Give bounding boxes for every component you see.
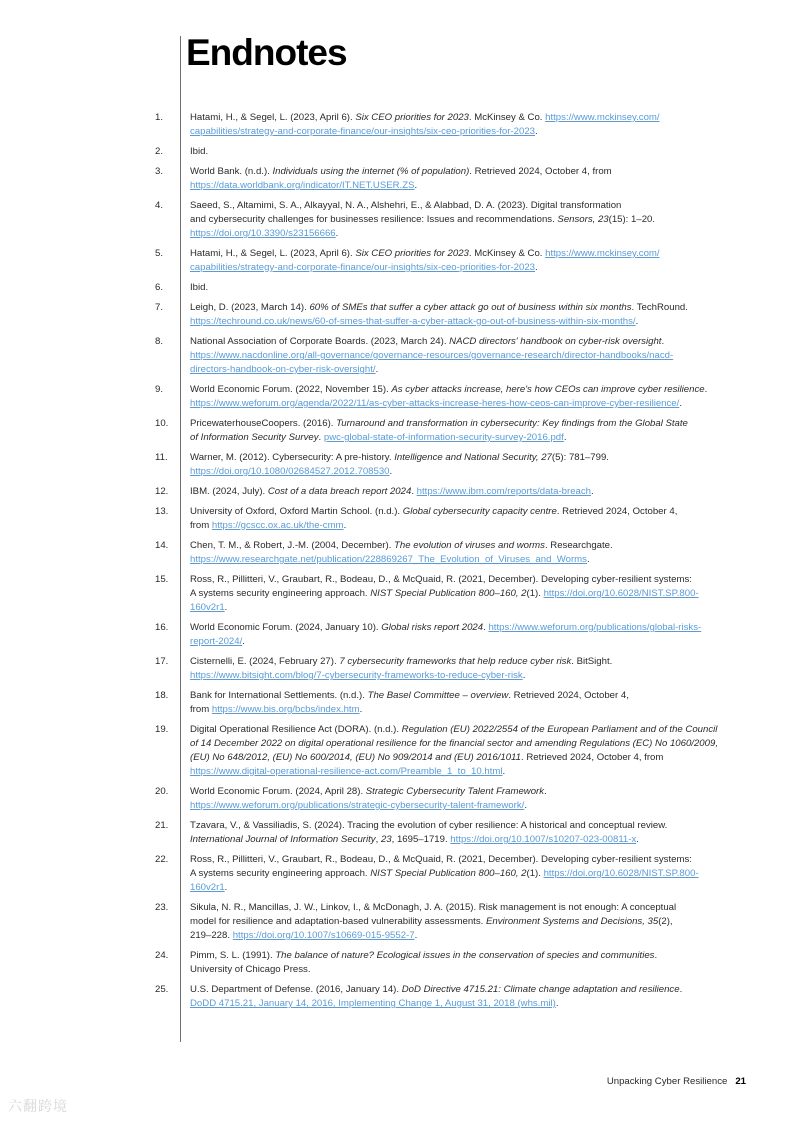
citation-text: Pimm, S. L. (1991).	[190, 950, 276, 961]
citation-title: International Journal of Information Security	[190, 834, 376, 845]
endnote-text	[190, 281, 746, 295]
endnote-text	[190, 111, 746, 139]
citation-text: .	[411, 486, 417, 497]
endnote-item	[0, 111, 793, 139]
citation-title: NACD directors' handbook on cyber-risk oversight	[449, 336, 662, 347]
endnote-number: 6.	[155, 282, 164, 293]
citation-text: National Association of Corporate Boards. (2023, March 24).	[190, 336, 450, 347]
citation-link[interactable]: https://doi.org/10.1007/s10207-023-00811-x	[450, 834, 637, 845]
citation-title: Global cybersecurity capacity centre	[402, 506, 557, 517]
citation-text: (2), 219–228.	[190, 916, 673, 941]
citation-text: Bank for International Settlements. (n.d.).	[190, 690, 368, 701]
citation-text: . McKinsey & Co.	[468, 112, 546, 123]
endnote-item	[0, 853, 793, 895]
endnote-text	[190, 901, 746, 943]
endnote-item	[0, 655, 793, 683]
endnote-number: 11.	[155, 452, 168, 463]
citation-text: Sikula, N. R., Mancillas, J. W., Linkov, I., & McDonagh, J. A. (2015). Risk management is not enough: A conceptual model for resilience and adaptation-based vulnerability assessments.	[190, 902, 677, 927]
endnote-text	[190, 165, 746, 193]
endnotes-list	[0, 111, 793, 1017]
page-title: Endnotes	[186, 32, 347, 73]
endnote-text	[190, 247, 746, 275]
citation-text: .	[375, 364, 379, 375]
endnote-item	[0, 451, 793, 479]
citation-title: Global risks report 2024	[381, 622, 484, 633]
citation-text: . TechRound.	[631, 302, 688, 313]
citation-text: .	[535, 126, 538, 137]
endnote-item	[0, 199, 793, 241]
citation-text: .	[586, 554, 590, 565]
endnote-text	[190, 819, 746, 847]
endnote-item	[0, 383, 793, 411]
citation-title: NIST Special Publication 800–160, 2	[370, 868, 527, 879]
endnote-number: 14.	[155, 540, 169, 551]
citation-title: Cost of a data breach report 2024	[267, 486, 412, 497]
citation-text: Leigh, D. (2023, March 14).	[190, 302, 310, 313]
citation-text: .	[661, 336, 665, 347]
citation-link[interactable]: https://data.worldbank.org/indicator/IT.NET.USER.ZS	[190, 180, 415, 191]
endnote-number: 13.	[155, 506, 169, 517]
citation-link[interactable]: https://www.mckinsey.com/ capabilities/strategy-and-corporate-finance/our-insights/six-ceo-priorities-for-2023	[190, 248, 660, 273]
endnote-item	[0, 785, 793, 813]
citation-text: .	[318, 432, 324, 443]
citation-text: Ross, R., Pillitteri, V., Graubart, R., Bodeau, D., & McQuaid, R. (2021, December). Developing cyber-resilient systems: A systems security engineering approach.	[190, 574, 692, 599]
citation-text: ,	[375, 834, 381, 845]
citation-link[interactable]: https://gcscc.ox.ac.uk/the-cmm	[211, 520, 344, 531]
endnote-text	[190, 655, 746, 683]
endnote-number: 25.	[155, 984, 169, 995]
endnote-text	[190, 451, 746, 479]
citation-text: , 1695–1719.	[391, 834, 451, 845]
endnote-number: 4.	[155, 200, 164, 211]
endnote-text	[190, 383, 746, 411]
citation-text: . Retrieved 2024, October 4, from	[190, 506, 678, 531]
citation-text: .	[591, 486, 594, 497]
citation-link[interactable]: https://www.nacdonline.org/all-governance/governance-resources/governance-research/director-handbooks/nacd- directors-handbook-on-cyber-risk-oversight/	[190, 350, 674, 375]
citation-text: Tzavara, V., & Vassiliadis, S. (2024). Tracing the evolution of cyber resilience: A historical and conceptual review.	[190, 820, 668, 831]
citation-text: Saeed, S., Altamimi, S. A., Alkayyal, N. A., Alshehri, E., & Alabbad, D. A. (2023). Digital transformation and cybersecurity challenges for businesses resilience: Issues and recommendations.	[190, 200, 622, 225]
endnote-text	[190, 335, 746, 377]
endnote-item	[0, 539, 793, 567]
endnote-number: 21.	[155, 820, 169, 831]
citation-title: Turnaround and transformation in cybersecurity: Key findings from the Global State of Information Security Survey	[190, 418, 688, 443]
citation-text: (1).	[526, 588, 544, 599]
footer-title: Unpacking Cyber Resilience	[606, 1076, 728, 1087]
citation-text: .	[636, 834, 639, 845]
citation-text: (15): 1–20.	[608, 214, 656, 225]
citation-link[interactable]: https://www.digital-operational-resilience-act.com/Preamble_1_to_10.html	[190, 766, 503, 777]
endnote-item	[0, 723, 793, 779]
citation-text: (1).	[526, 868, 544, 879]
citation-link[interactable]: https://www.mckinsey.com/ capabilities/strategy-and-corporate-finance/our-insights/six-ceo-priorities-for-2023	[190, 112, 660, 137]
citation-link[interactable]: DoDD 4715.21, January 14, 2016, Implementing Change 1, August 31, 2018 (whs.mil)	[190, 998, 556, 1009]
citation-link[interactable]: https://www.researchgate.net/publication/228869267_The_Evolution_of_Viruses_and_Worms	[190, 554, 587, 565]
citation-text: . McKinsey & Co.	[468, 248, 546, 259]
endnote-text	[190, 853, 746, 895]
endnote-number: 7.	[155, 302, 164, 313]
citation-link[interactable]: https://www.bitsight.com/blog/7-cybersecurity-frameworks-to-reduce-cyber-risk	[190, 670, 523, 681]
citation-link[interactable]: https://doi.org/10.3390/s23156666	[190, 228, 336, 239]
citation-link[interactable]: https://www.ibm.com/reports/data-breach	[416, 486, 592, 497]
citation-text: .	[224, 882, 228, 893]
citation-text: World Economic Forum. (2024, January 10).	[190, 622, 382, 633]
citation-text: .	[343, 520, 347, 531]
citation-text: Hatami, H., & Segel, L. (2023, April 6).	[190, 112, 356, 123]
endnote-item	[0, 689, 793, 717]
endnote-text	[190, 621, 746, 649]
endnote-item	[0, 983, 793, 1011]
citation-text: .	[414, 180, 418, 191]
citation-text: .	[535, 262, 538, 273]
citation-text: World Bank. (n.d.).	[190, 166, 273, 177]
endnote-number: 17.	[155, 656, 169, 667]
citation-link[interactable]: https://www.weforum.org/publications/strategic-cybersecurity-talent-framework/	[190, 800, 525, 811]
endnote-item	[0, 281, 793, 295]
citation-text: .	[359, 704, 363, 715]
endnote-item	[0, 621, 793, 649]
endnote-item	[0, 819, 793, 847]
watermark: 六翻跨境	[8, 1098, 68, 1114]
citation-title: As cyber attacks increase, here's how CEOs can improve cyber resilience	[391, 384, 705, 395]
endnote-item	[0, 901, 793, 943]
citation-text: . University of Chicago Press.	[190, 950, 658, 975]
citation-title: 60% of SMEs that suffer a cyber attack go out of business within six months	[309, 302, 632, 313]
page-number: 21	[735, 1076, 746, 1087]
citation-title: Individuals using the internet (% of population)	[272, 166, 470, 177]
endnote-item	[0, 505, 793, 533]
citation-text: (5): 781–799.	[551, 452, 609, 463]
endnote-text	[190, 723, 746, 779]
citation-text: .	[242, 636, 245, 647]
citation-title: The balance of nature? Ecological issues in the conservation of species and communities	[275, 950, 655, 961]
endnote-number: 12.	[155, 486, 169, 497]
citation-text: .	[704, 384, 708, 395]
endnote-text	[190, 539, 746, 567]
citation-text: .	[414, 930, 418, 941]
citation-text: Ross, R., Pillitteri, V., Graubart, R., Bodeau, D., & McQuaid, R. (2021, December). Developing cyber-resilient systems: A systems security engineering approach.	[190, 854, 692, 879]
endnote-item	[0, 573, 793, 615]
endnote-number: 9.	[155, 384, 164, 395]
citation-title: DoD Directive 4715.21: Climate change adaptation and resilience	[401, 984, 680, 995]
citation-title: Six CEO priorities for 2023	[355, 248, 469, 259]
citation-link[interactable]: https://www.weforum.org/agenda/2022/11/as-cyber-attacks-increase-heres-how-ceos-can-improve-cyber-resilience/	[190, 398, 680, 409]
citation-link[interactable]: https://doi.org/10.6028/NIST.SP.800- 160v2r1	[190, 588, 699, 613]
citation-text: Chen, T. M., & Robert, J.-M. (2004, December).	[190, 540, 395, 551]
citation-text: Cisternelli, E. (2024, February 27).	[190, 656, 340, 667]
endnote-item	[0, 949, 793, 977]
citation-text: .	[335, 228, 339, 239]
citation-text: .	[502, 766, 506, 777]
citation-text: U.S. Department of Defense. (2016, January 14).	[190, 984, 402, 995]
citation-text: .	[522, 670, 526, 681]
endnote-text	[190, 301, 746, 329]
endnote-text	[190, 505, 746, 533]
endnote-item	[0, 247, 793, 275]
citation-text: .	[544, 786, 547, 797]
endnote-text	[190, 199, 746, 241]
citation-text: .	[563, 432, 567, 443]
citation-text: Warner, M. (2012). Cybersecurity: A pre-history.	[190, 452, 395, 463]
citation-text: . BitSight.	[571, 656, 613, 667]
citation-title: NIST Special Publication 800–160, 2	[370, 588, 527, 599]
citation-title: Regulation (EU) 2022/2554 of the European Parliament and of the Council of 14 December 2022 on digital operational resilience for the financial sector and amending Regulations (EC) No 1060/2009, (EU) No 648/2012, (EU) No 600/2014, (EU) No 909/2014 and (EU) 2016/1011	[190, 724, 718, 763]
citation-text: .	[679, 398, 682, 409]
citation-text: .	[483, 622, 489, 633]
endnote-item	[0, 335, 793, 377]
endnote-text	[190, 949, 746, 977]
citation-title: Intelligence and National Security, 27	[394, 452, 552, 463]
citation-text: Digital Operational Resilience Act (DORA). (n.d.).	[190, 724, 402, 735]
citation-title: Six CEO priorities for 2023	[355, 112, 469, 123]
endnote-number: 20.	[155, 786, 169, 797]
endnote-number: 16.	[155, 622, 169, 633]
citation-link[interactable]: https://doi.org/10.6028/NIST.SP.800- 160v2r1	[190, 868, 699, 893]
endnote-text	[190, 485, 746, 499]
endnote-number: 5.	[155, 248, 164, 259]
citation-text: . Retrieved 2024, October 4, from	[469, 166, 612, 177]
endnote-text	[190, 145, 746, 159]
citation-text: Hatami, H., & Segel, L. (2023, April 6).	[190, 248, 356, 259]
endnote-number: 22.	[155, 854, 169, 865]
endnote-number: 23.	[155, 902, 169, 913]
endnote-number: 1.	[155, 112, 164, 123]
citation-text: . Researchgate.	[544, 540, 613, 551]
citation-link[interactable]: https://doi.org/10.1080/02684527.2012.708530	[190, 466, 390, 477]
citation-link[interactable]: https://doi.org/10.1007/s10669-015-9552-7	[232, 930, 415, 941]
citation-text: .	[389, 466, 393, 477]
citation-text: Ibid.	[190, 282, 209, 293]
citation-link[interactable]: https://www.weforum.org/publications/global-risks- report-2024/	[190, 622, 702, 647]
citation-text: PricewaterhouseCoopers. (2016).	[190, 418, 337, 429]
page-footer	[607, 1076, 746, 1087]
endnote-text	[190, 785, 746, 813]
citation-text: .	[224, 602, 228, 613]
endnote-number: 24.	[155, 950, 169, 961]
citation-text: Ibid.	[190, 146, 209, 157]
endnote-number: 19.	[155, 724, 169, 735]
citation-text: World Economic Forum. (2024, April 28).	[190, 786, 366, 797]
endnote-number: 10.	[155, 418, 169, 429]
citation-text: . Retrieved 2024, October 4, from	[190, 690, 629, 715]
endnote-text	[190, 983, 746, 1011]
endnote-number: 3.	[155, 166, 164, 177]
citation-title: The Basel Committee – overview	[367, 690, 509, 701]
endnote-number: 8.	[155, 336, 164, 347]
citation-text: . Retrieved 2024, October 4, from	[521, 752, 664, 763]
citation-title: Strategic Cybersecurity Talent Framework	[365, 786, 545, 797]
citation-text: University of Oxford, Oxford Martin School. (n.d.).	[190, 506, 403, 517]
endnote-item	[0, 485, 793, 499]
endnote-number: 2.	[155, 146, 164, 157]
citation-text: .	[635, 316, 639, 327]
citation-text: IBM. (2024, July).	[190, 486, 268, 497]
endnote-item	[0, 417, 793, 445]
citation-title: 23	[380, 834, 392, 845]
endnote-item	[0, 145, 793, 159]
citation-title: Sensors, 23	[557, 214, 609, 225]
citation-text: World Economic Forum. (2022, November 15).	[190, 384, 392, 395]
citation-link[interactable]: https://techround.co.uk/news/60-of-smes-that-suffer-a-cyber-attack-go-out-of-business-within-six-months/	[190, 316, 636, 327]
endnote-item	[0, 301, 793, 329]
endnote-text	[190, 689, 746, 717]
endnote-number: 15.	[155, 574, 169, 585]
citation-text: .	[555, 998, 559, 1009]
citation-title: 7 cybersecurity frameworks that help reduce cyber risk	[339, 656, 572, 667]
endnote-text	[190, 573, 746, 615]
endnote-text	[190, 417, 746, 445]
citation-title: The evolution of viruses and worms	[394, 540, 545, 551]
citation-text: .	[679, 984, 683, 995]
citation-text: .	[524, 800, 527, 811]
citation-link[interactable]: https://www.bis.org/bcbs/index.htm	[211, 704, 360, 715]
endnote-item	[0, 165, 793, 193]
endnote-number: 18.	[155, 690, 169, 701]
citation-link[interactable]: pwc-global-state-of-information-security-survey-2016.pdf	[323, 432, 564, 443]
citation-title: Environment Systems and Decisions, 35	[485, 916, 659, 927]
